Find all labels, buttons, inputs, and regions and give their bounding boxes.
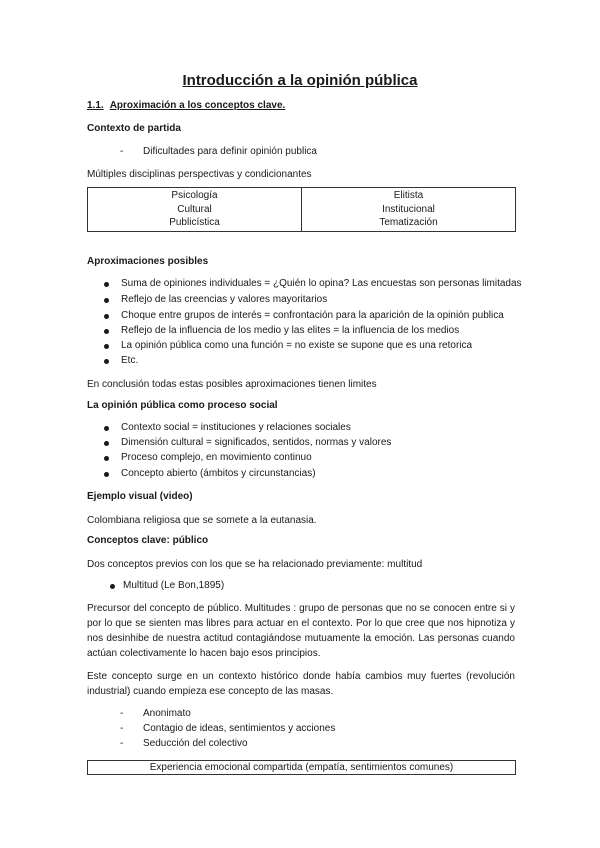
- bullet-icon: [104, 472, 109, 477]
- page-title: Introducción a la opinión pública: [182, 72, 418, 89]
- table-cell-right: Elitista Institucional Tematización: [302, 188, 516, 232]
- proceso-heading: La opinión pública como proceso social: [87, 400, 278, 411]
- bullet-icon: [104, 456, 109, 461]
- aproximaciones-heading: Aproximaciones posibles: [87, 256, 209, 267]
- table-cell-left: Psicología Cultural Publicística: [88, 188, 302, 232]
- document-page: Introducción a la opinión pública 1.1. Aproximación a los conceptos clave. Contexto de partida - Dificultades para definir opinión publica Múltiples disciplinas perspectivas y condicionantes Psicología Cultural Publicística Elitista Institucional Tematización Aproximaciones posibles Suma de opiniones individuales = ¿Quién lo opina? Las encuestas son personas limitadas Reflejo de las creencias y valores mayoritarios Choque entre grupos de interés = confrontación para la aparición de la opinión publica Reflejo de la influencia de los medio y las elites = la influencia de los medios La opinión pública como una función = no existe se supone que es una retorica Etc. En conclusión todas estas posibles aproximaciones tienen limites La opinión pública como proceso social Contexto social = instituciones y relaciones sociales Dimensión cultural = significados, sentidos, normas y valores Proceso complejo, en movimiento continuo Concepto abierto (ámbitos y circunstancias) Ejemplo visual (video) Colombiana religiosa que se somete a la eutanasia. Conceptos clave: público Dos conceptos previos con los que se ha relacionado previamente: multitud Multitud (Le Bon,1895) Precursor del concepto de público. Multitudes : grupo de personas que no se conocen entre si y por lo que se sienten mas libres para actuar en el contexto. Por lo que cree que nos hipnotiza y nos desinhibe de nuestra actitud contagiándose mutuamente la emoción. Las personas cuando actúan colectivamente lo hacen bajo esos principios. Este concepto surge en un contexto histórico donde había cambios muy fuertes (revolución industrial) cuando empieza ese concepto de las masas. - Anonimato - Contagio de ideas, sentimientos y acciones - Seducción del colectivo Experiencia emocional compartida (empatía, sentimientos comunes): [0, 0, 600, 848]
- publico-heading: Conceptos clave: público: [87, 535, 209, 546]
- bullet-icon: [104, 344, 109, 349]
- ejemplo-heading: Ejemplo visual (video): [87, 491, 193, 502]
- bullet-icon: [104, 359, 109, 364]
- table-row: [88, 188, 516, 232]
- summary-box: Experiencia emocional compartida (empatía, sentimientos comunes): [87, 760, 516, 775]
- disciplines-table: [87, 187, 516, 232]
- contexto-heading: Contexto de partida: [87, 123, 181, 134]
- publico-paragraph-2: Este concepto surge en un contexto histórico donde había cambios muy fuertes (revolución industrial) cuando empieza ese concepto de las masas.: [87, 671, 515, 697]
- bullet-icon: [104, 426, 109, 431]
- bullet-icon: [104, 282, 109, 287]
- bullet-icon: [104, 329, 109, 334]
- section-label: Aproximación a los conceptos clave.: [109, 100, 286, 111]
- publico-intro: Dos conceptos previos con los que se ha relacionado previamente: multitud: [87, 559, 423, 570]
- bullet-icon: [104, 298, 109, 303]
- publico-paragraph-1: Precursor del concepto de público. Multitudes : grupo de personas que no se conocen entre si y por lo que se sienten mas libres para actuar en el contexto. Por lo que cree que nos hipnotiza y nos desinhibe de nuestra actitud contagiándose mutuamente la emoción. Las personas cuando actúan colectivamente lo hacen bajo esos principios.: [87, 603, 515, 659]
- aproximaciones-conclusion: En conclusión todas estas posibles aproximaciones tienen limites: [87, 379, 377, 390]
- bullet-icon: [104, 314, 109, 319]
- section-number: 1.1.: [87, 100, 104, 111]
- bullet-icon: [110, 584, 115, 589]
- bullet-icon: [104, 441, 109, 446]
- contexto-intro: Múltiples disciplinas perspectivas y condicionantes: [87, 169, 312, 180]
- ejemplo-text: Colombiana religiosa que se somete a la eutanasia.: [87, 515, 317, 526]
- section-heading: [87, 100, 285, 111]
